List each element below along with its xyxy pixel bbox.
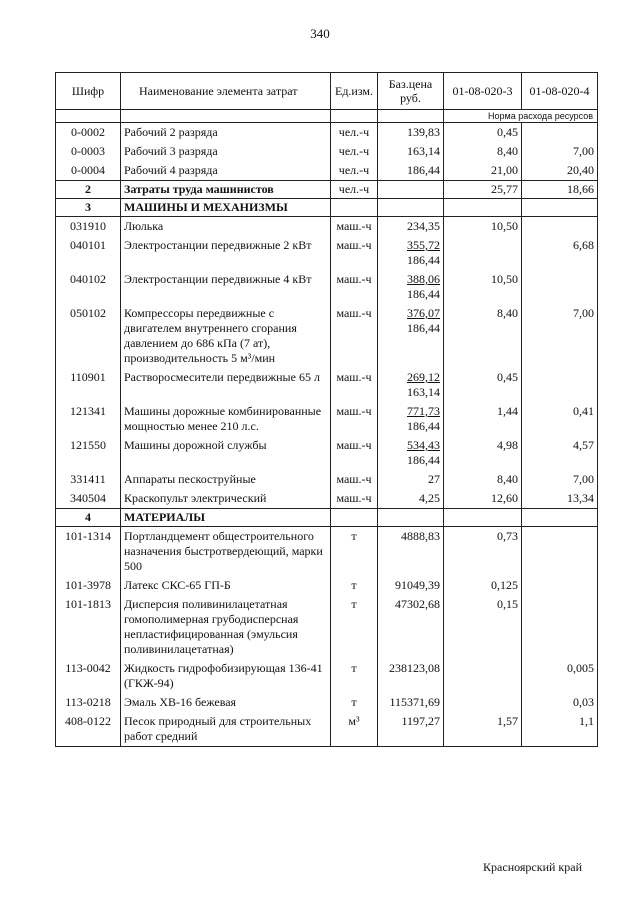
row-unit: маш.-ч: [331, 489, 378, 509]
row-unit: чел.-ч: [331, 181, 378, 199]
row-norm-01-08-020-3: [444, 509, 522, 527]
page-number: 340: [310, 26, 330, 41]
row-norm-01-08-020-3: 10,50: [444, 217, 522, 237]
header-norm-01-08-020-4: 01-08-020-4: [522, 73, 598, 110]
base-price-value: 234,35: [407, 219, 440, 233]
norm-label: Норма расхода ресурсов: [444, 110, 598, 123]
row-code: 0-0002: [56, 123, 121, 143]
base-price-value: 376,07: [407, 306, 440, 320]
row-name: Электростанции передвижные 4 кВт: [121, 270, 331, 304]
base-price-value: 4,25: [419, 491, 440, 505]
row-norm-01-08-020-4: 7,00: [522, 304, 598, 368]
table-row: [56, 368, 598, 402]
row-norm-01-08-020-4: 18,66: [522, 181, 598, 199]
row-base-price: [378, 509, 444, 527]
row-code: 110901: [56, 368, 121, 402]
row-norm-01-08-020-3: 8,40: [444, 304, 522, 368]
row-unit: т: [331, 595, 378, 659]
table-row: [56, 304, 598, 368]
row-unit: т: [331, 527, 378, 577]
row-name: Растворосмесители передвижные 65 л: [121, 368, 331, 402]
operator-wage-value: 186,44: [407, 321, 440, 335]
base-price-value: 534,43: [407, 438, 440, 452]
base-price-value: 115371,69: [389, 695, 440, 709]
row-code: 101-3978: [56, 576, 121, 595]
row-norm-01-08-020-3: 4,98: [444, 436, 522, 470]
row-norm-01-08-020-4: 0,41: [522, 402, 598, 436]
row-base-price: [378, 181, 444, 199]
row-code: 031910: [56, 217, 121, 237]
row-name: Люлька: [121, 217, 331, 237]
row-code: 2: [56, 181, 121, 199]
row-norm-01-08-020-3: 1,44: [444, 402, 522, 436]
row-unit: маш.-ч: [331, 402, 378, 436]
base-price-value: 91049,39: [395, 578, 440, 592]
row-base-price: [378, 236, 444, 270]
row-unit: чел.-ч: [331, 161, 378, 181]
cost-table-wrapper: [55, 72, 598, 747]
table-row: [56, 436, 598, 470]
row-norm-01-08-020-4: 20,40: [522, 161, 598, 181]
base-price-value: 27: [428, 472, 440, 486]
row-norm-01-08-020-4: 4,57: [522, 436, 598, 470]
table-row: [56, 659, 598, 693]
row-norm-01-08-020-4: [522, 217, 598, 237]
table-row: [56, 123, 598, 143]
row-norm-01-08-020-3: [444, 693, 522, 712]
row-code: 0-0004: [56, 161, 121, 181]
section-row: [56, 181, 598, 199]
row-code: 121550: [56, 436, 121, 470]
row-norm-01-08-020-4: 0,03: [522, 693, 598, 712]
operator-wage-value: 163,14: [407, 385, 440, 399]
row-base-price: [378, 489, 444, 509]
row-name: Электростанции передвижные 2 кВт: [121, 236, 331, 270]
row-base-price: [378, 402, 444, 436]
row-code: 408-0122: [56, 712, 121, 747]
table-row: [56, 712, 598, 747]
row-code: 4: [56, 509, 121, 527]
row-norm-01-08-020-4: 1,1: [522, 712, 598, 747]
base-price-value: 269,12: [407, 370, 440, 384]
base-price-value: 388,06: [407, 272, 440, 286]
row-norm-01-08-020-4: [522, 576, 598, 595]
row-code: 113-0218: [56, 693, 121, 712]
row-base-price: [378, 304, 444, 368]
row-name: Рабочий 4 разряда: [121, 161, 331, 181]
base-price-value: 771,73: [407, 404, 440, 418]
row-code: 0-0003: [56, 142, 121, 161]
row-unit: маш.-ч: [331, 236, 378, 270]
row-norm-01-08-020-3: 8,40: [444, 470, 522, 489]
row-norm-01-08-020-4: [522, 123, 598, 143]
row-unit: [331, 199, 378, 217]
row-norm-01-08-020-4: [522, 509, 598, 527]
table-row: [56, 270, 598, 304]
header-base-price: Баз.цена руб.: [378, 73, 444, 110]
row-name: Затраты труда машинистов: [121, 181, 331, 199]
table-row: [56, 489, 598, 509]
row-norm-01-08-020-3: 25,77: [444, 181, 522, 199]
row-norm-01-08-020-3: [444, 659, 522, 693]
row-norm-01-08-020-4: 13,34: [522, 489, 598, 509]
base-price-value: 355,72: [407, 238, 440, 252]
table-header-row: [56, 73, 598, 110]
row-norm-01-08-020-3: 10,50: [444, 270, 522, 304]
row-norm-01-08-020-3: 21,00: [444, 161, 522, 181]
operator-wage-value: 186,44: [407, 287, 440, 301]
row-norm-01-08-020-3: [444, 199, 522, 217]
row-name: Песок природный для строительных работ средний: [121, 712, 331, 747]
row-base-price: [378, 470, 444, 489]
row-name: Жидкость гидрофобизирующая 136-41 (ГКЖ-94): [121, 659, 331, 693]
row-name: МАТЕРИАЛЫ: [121, 509, 331, 527]
row-code: 3: [56, 199, 121, 217]
row-unit: т: [331, 576, 378, 595]
row-norm-01-08-020-4: 6,68: [522, 236, 598, 270]
row-norm-01-08-020-3: 0,125: [444, 576, 522, 595]
row-base-price: [378, 142, 444, 161]
row-base-price: [378, 123, 444, 143]
row-base-price: [378, 659, 444, 693]
row-unit: чел.-ч: [331, 142, 378, 161]
table-row: [56, 161, 598, 181]
row-name: Латекс СКС-65 ГП-Б: [121, 576, 331, 595]
row-code: 040101: [56, 236, 121, 270]
row-code: 331411: [56, 470, 121, 489]
row-norm-01-08-020-3: 0,45: [444, 123, 522, 143]
row-base-price: [378, 595, 444, 659]
row-norm-01-08-020-3: 8,40: [444, 142, 522, 161]
row-unit: [331, 509, 378, 527]
row-norm-01-08-020-3: 1,57: [444, 712, 522, 747]
row-unit: м³: [331, 712, 378, 747]
row-code: 040102: [56, 270, 121, 304]
base-price-value: 1197,27: [401, 714, 440, 728]
norm-label-row: [56, 110, 598, 123]
row-base-price: [378, 576, 444, 595]
row-base-price: [378, 527, 444, 577]
table-row: [56, 142, 598, 161]
row-norm-01-08-020-3: 12,60: [444, 489, 522, 509]
row-norm-01-08-020-3: 0,15: [444, 595, 522, 659]
base-price-value: 238123,08: [389, 661, 440, 675]
operator-wage-value: 186,44: [407, 453, 440, 467]
row-code: 121341: [56, 402, 121, 436]
row-norm-01-08-020-4: 7,00: [522, 142, 598, 161]
row-code: 113-0042: [56, 659, 121, 693]
row-base-price: [378, 270, 444, 304]
row-name: Дисперсия поливинилацетатная гомополимерная грубодисперсная непластифицированная (эмульсия поливинилацетатная): [121, 595, 331, 659]
table-row: [56, 470, 598, 489]
row-unit: маш.-ч: [331, 304, 378, 368]
row-name: Портландцемент общестроительного назначения быстротвердеющий, марки 500: [121, 527, 331, 577]
header-norm-01-08-020-3: 01-08-020-3: [444, 73, 522, 110]
row-norm-01-08-020-3: [444, 236, 522, 270]
row-unit: маш.-ч: [331, 470, 378, 489]
operator-wage-value: 186,44: [407, 419, 440, 433]
row-name: Машины дорожные комбинированные мощностью менее 210 л.с.: [121, 402, 331, 436]
section-row: [56, 509, 598, 527]
row-base-price: [378, 161, 444, 181]
row-unit: маш.-ч: [331, 368, 378, 402]
row-unit: т: [331, 659, 378, 693]
row-base-price: [378, 436, 444, 470]
row-name: Краскопульт электрический: [121, 489, 331, 509]
row-code: 050102: [56, 304, 121, 368]
row-unit: т: [331, 693, 378, 712]
row-base-price: [378, 368, 444, 402]
section-row: [56, 199, 598, 217]
row-base-price: [378, 712, 444, 747]
row-name: Аппараты пескоструйные: [121, 470, 331, 489]
base-price-value: 163,14: [407, 144, 440, 158]
row-code: 340504: [56, 489, 121, 509]
row-base-price: [378, 217, 444, 237]
row-unit: маш.-ч: [331, 436, 378, 470]
table-row: [56, 527, 598, 577]
header-code: Шифр: [56, 73, 121, 110]
row-name: Эмаль ХВ-16 бежевая: [121, 693, 331, 712]
base-price-value: 139,83: [407, 125, 440, 139]
row-name: МАШИНЫ И МЕХАНИЗМЫ: [121, 199, 331, 217]
footer-region: Красноярский край: [483, 860, 582, 874]
table-row: [56, 217, 598, 237]
table-row: [56, 402, 598, 436]
row-code: 101-1813: [56, 595, 121, 659]
table-row: [56, 576, 598, 595]
row-norm-01-08-020-4: [522, 199, 598, 217]
table-body: [56, 110, 598, 747]
row-name: Рабочий 2 разряда: [121, 123, 331, 143]
header-name: Наименование элемента затрат: [121, 73, 331, 110]
table-row: [56, 595, 598, 659]
row-name: Машины дорожной службы: [121, 436, 331, 470]
row-code: 101-1314: [56, 527, 121, 577]
header-unit: Ед.изм.: [331, 73, 378, 110]
row-name: Рабочий 3 разряда: [121, 142, 331, 161]
row-unit: чел.-ч: [331, 123, 378, 143]
row-unit: маш.-ч: [331, 270, 378, 304]
row-unit: маш.-ч: [331, 217, 378, 237]
base-price-value: 4888,83: [401, 529, 440, 543]
row-norm-01-08-020-4: [522, 527, 598, 577]
base-price-value: 47302,68: [395, 597, 440, 611]
row-norm-01-08-020-4: [522, 368, 598, 402]
table-row: [56, 236, 598, 270]
row-norm-01-08-020-3: 0,45: [444, 368, 522, 402]
row-norm-01-08-020-3: 0,73: [444, 527, 522, 577]
row-base-price: [378, 693, 444, 712]
row-norm-01-08-020-4: [522, 595, 598, 659]
row-name: Компрессоры передвижные с двигателем внутреннего сгорания давлением до 686 кПа (7 ат), производительность 5 м³/мин: [121, 304, 331, 368]
row-norm-01-08-020-4: 7,00: [522, 470, 598, 489]
row-norm-01-08-020-4: [522, 270, 598, 304]
table-row: [56, 693, 598, 712]
operator-wage-value: 186,44: [407, 253, 440, 267]
base-price-value: 186,44: [407, 163, 440, 177]
row-base-price: [378, 199, 444, 217]
row-norm-01-08-020-4: 0,005: [522, 659, 598, 693]
resource-cost-table: [55, 72, 598, 747]
